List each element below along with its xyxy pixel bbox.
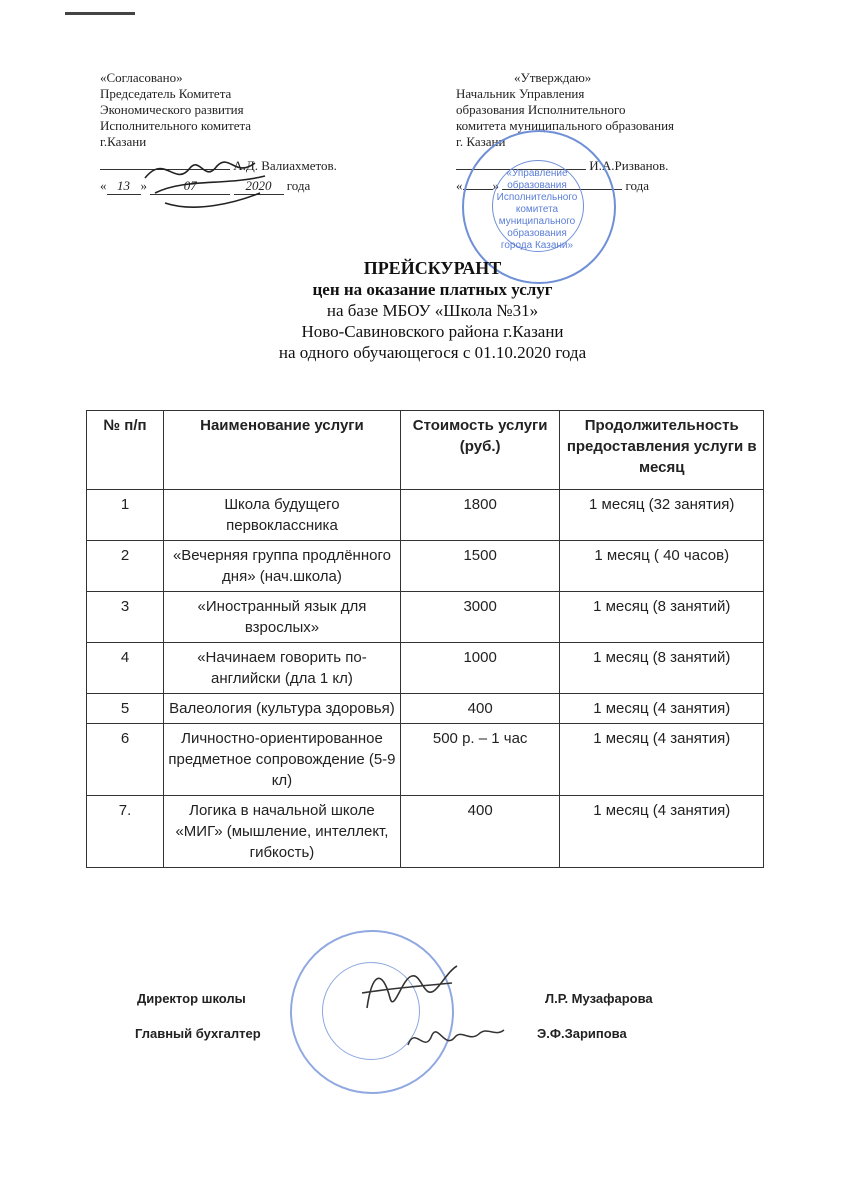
date-suffix: года (625, 178, 650, 193)
approval-right-signer-name: И.А.Ризванов. (589, 158, 669, 173)
cell-cost: 400 (400, 796, 560, 868)
cell-number: 6 (87, 724, 164, 796)
table-row (87, 796, 764, 868)
date-quote: » (140, 178, 147, 193)
cell-service-name: Логика в начальной школе «МИГ» (мышление, интеллект, гибкость) (164, 796, 401, 868)
cell-service-name: «Вечерняя группа продлённого дня» (нач.школа) (164, 541, 401, 592)
table-row (87, 490, 764, 541)
cell-cost: 1000 (400, 643, 560, 694)
document-title: ПРЕЙСКУРАНТ (363, 258, 502, 278)
cell-duration: 1 месяц (4 занятия) (560, 694, 764, 724)
table-row (87, 592, 764, 643)
approval-left-line: Исполнительного комитета (100, 118, 252, 133)
director-label: Директор школы (137, 991, 246, 1006)
stamp-line: города Казани» (500, 240, 574, 251)
cell-number: 2 (87, 541, 164, 592)
cell-cost: 500 р. – 1 час (400, 724, 560, 796)
stamp-line: «Управление (506, 168, 568, 179)
cell-cost: 1800 (400, 490, 560, 541)
table-row (87, 694, 764, 724)
approval-right-line: Начальник Управления (456, 86, 585, 101)
cell-duration: 1 месяц (4 занятия) (560, 724, 764, 796)
cell-cost: 3000 (400, 592, 560, 643)
cell-service-name: «Иностранный язык для взрослых» (164, 592, 401, 643)
price-table (86, 410, 764, 868)
document-title-block (0, 258, 865, 363)
document-subtitle: цен на оказание платных услуг (312, 280, 553, 299)
date-year: 2020 (234, 178, 284, 195)
cell-service-name: «Начинаем говорить по-английски (дла 1 кл) (164, 643, 401, 694)
date-suffix: года (286, 178, 311, 193)
left-signature-image (135, 148, 275, 218)
approval-right-line: г. Казани (456, 134, 506, 149)
cell-duration: 1 месяц (8 занятий) (560, 643, 764, 694)
scan-edge-mark (65, 12, 135, 15)
cell-service-name: Валеология (культура здоровья) (164, 694, 401, 724)
approval-left-line: Председатель Комитета (100, 86, 232, 101)
table-row (87, 541, 764, 592)
cell-service-name: Личностно-ориентированное предметное сопровождение (5-9 кл) (164, 724, 401, 796)
stamp-line: муниципального (498, 216, 576, 227)
date-quote: » (492, 178, 499, 193)
cell-duration: 1 месяц ( 40 часов) (560, 541, 764, 592)
approval-left-line: г.Казани (100, 134, 147, 149)
approval-right-heading: «Утверждаю» (514, 70, 592, 85)
director-name: Л.Р. Музафарова (545, 991, 653, 1006)
date-day: 13 (107, 178, 141, 195)
header-service-name: Наименование услуги (164, 411, 401, 490)
stamp-line: образования (507, 180, 567, 191)
cell-number: 1 (87, 490, 164, 541)
table-row (87, 643, 764, 694)
table-row (87, 724, 764, 796)
cell-duration: 1 месяц (8 занятий) (560, 592, 764, 643)
document-subtitle: Ново-Савиновского района г.Казани (301, 322, 564, 341)
accountant-name: Э.Ф.Зарипова (537, 1026, 627, 1041)
accountant-label: Главный бухгалтер (135, 1026, 261, 1041)
approval-left-signer-name: А.Д. Валиахметов. (233, 158, 337, 173)
approval-left-line: Экономического развития (100, 102, 244, 117)
cell-number: 7. (87, 796, 164, 868)
stamp-line: Исполнительного (496, 192, 578, 203)
cell-duration: 1 месяц (32 занятия) (560, 490, 764, 541)
table-header-row (87, 411, 764, 490)
header-number: № п/п (87, 411, 164, 490)
stamp-line: образования (507, 228, 567, 239)
date-quote: « (456, 178, 463, 193)
cell-number: 5 (87, 694, 164, 724)
cell-number: 3 (87, 592, 164, 643)
cell-duration: 1 месяц (4 занятия) (560, 796, 764, 868)
approval-right-line: комитета муниципального образования (456, 118, 675, 133)
header-duration: Продолжительность предоставления услуги в месяц (560, 411, 764, 490)
cell-number: 4 (87, 643, 164, 694)
document-subtitle: на базе МБОУ «Школа №31» (326, 301, 539, 320)
stamp-line: комитета (515, 204, 559, 215)
approval-left-heading: «Согласовано» (100, 70, 183, 85)
cell-cost: 1500 (400, 541, 560, 592)
accountant-signature-image (400, 1015, 510, 1065)
date-month: 07 (150, 178, 230, 195)
approval-right-line: образования Исполнительного (456, 102, 626, 117)
header-cost: Стоимость услуги (руб.) (400, 411, 560, 490)
stamp-right-text (487, 168, 587, 252)
cell-service-name: Школа будущего первоклассника (164, 490, 401, 541)
document-subtitle: на одного обучающегося с 01.10.2020 года (278, 343, 587, 362)
cell-cost: 400 (400, 694, 560, 724)
date-quote: « (100, 178, 107, 193)
